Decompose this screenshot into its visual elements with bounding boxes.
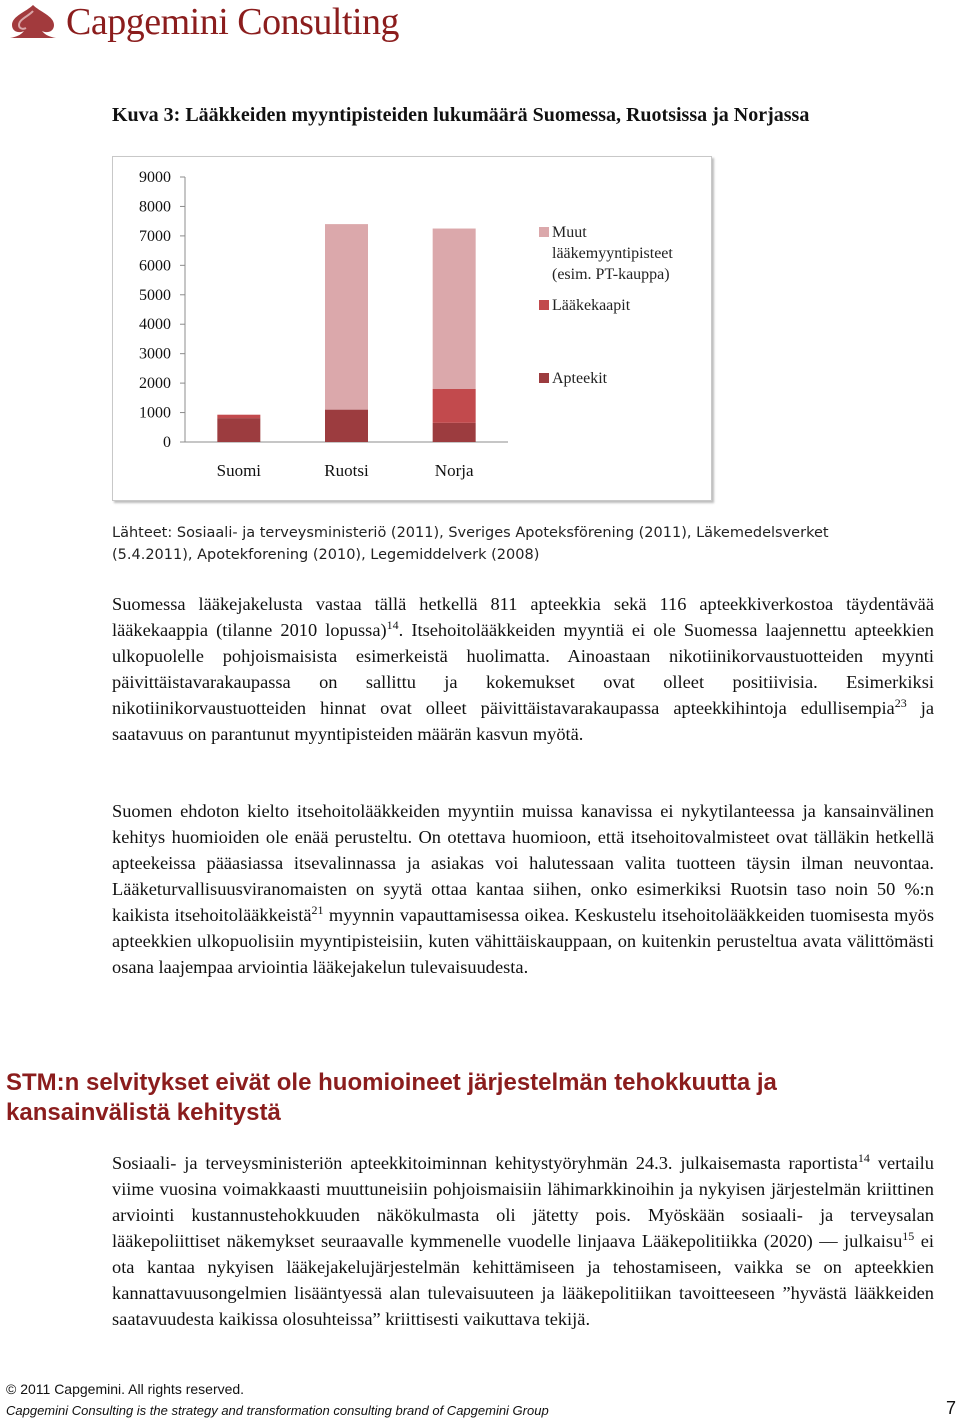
footnote-ref: 14: [386, 617, 399, 632]
y-tick-label: 0: [163, 434, 171, 451]
y-tick-label: 3000: [139, 345, 171, 363]
x-category-label: Suomi: [216, 461, 262, 480]
bar-segment-suomi: [217, 415, 260, 418]
x-category-label: Norja: [434, 461, 474, 480]
page-number: 7: [945, 1398, 956, 1418]
paragraph-2-text-a: Suomen ehdoton kielto itsehoitolääkkeiden myyntiin muissa kanavissa ei nykytilanteessa ja kansainvälinen kehitys huomioiden ole enää perusteltu. On otettava huomioon, että itsehoitovalmisteet ovat tälläkin hetkellä apteekeissa pääasiassa itsevalinnassa ja asiakas voi halutessaan valita tuotteen täysin ilman neuvontaa. Lääketurvallisuusviranomaisten on syytä ottaa kantaa siihen, onko esimerkiksi Ruotsin taso noin 50 %:n kaikista itsehoitolääkkeistä: [112, 801, 934, 925]
paragraph-1-text-c: ja saatavuus on parantunut myyntipisteiden määrän kasvun myötä.: [112, 698, 935, 744]
y-tick-label: 6000: [139, 257, 171, 275]
y-tick-label: 1000: [139, 404, 171, 422]
y-tick-label: 9000: [139, 169, 171, 186]
legend-label: lääkemyyntipisteet: [552, 245, 673, 262]
footer-tagline: Capgemini Consulting is the strategy and transformation consulting brand of Capgemini Group: [6, 1403, 549, 1418]
bar-segment-norja: [433, 389, 476, 423]
bar-segment-ruotsi: [325, 410, 368, 442]
legend-swatch: [539, 300, 549, 310]
paragraph-1-text-a: Suomessa lääkejakelusta vastaa tällä hetkellä 811 apteekkia sekä 116 apteekkiverkostoa täydentävää lääkekaappia (tilanne 2010 lopussa): [112, 594, 934, 640]
footer-copyright: © 2011 Capgemini. All rights reserved.: [6, 1381, 245, 1397]
y-tick-label: 4000: [139, 316, 171, 334]
section-heading: STM:n selvitykset eivät ole huomioineet järjestelmän tehokkuutta ja kansainvälistä kehitystä: [6, 1069, 777, 1126]
bar-segment-suomi: [217, 418, 260, 442]
bar-segment-norja: [433, 423, 476, 442]
figure-title: Kuva 3: Lääkkeiden myyntipisteiden lukumäärä Suomessa, Ruotsissa ja Norjassa: [112, 104, 810, 126]
source-note: Lähteet: Sosiaali- ja terveysministeriö (2011), Sveriges Apoteksförening (2011), Läkemedelsverket (5.4.2011), Apotekforening (2010), Legemiddelverk (2008): [112, 525, 829, 563]
footnote-ref: 23: [894, 695, 907, 710]
footnote-ref: 14: [857, 1150, 870, 1165]
spade-logo-icon: [4, 2, 62, 42]
y-tick-label: 2000: [139, 375, 171, 393]
y-tick-label: 7000: [139, 227, 171, 245]
footnote-ref: 15: [902, 1228, 915, 1243]
paragraph-1-text-b: . Itsehoitolääkkeiden myyntiä ei ole Suomessa laajennettu apteekkien ulkopuolelle pohjoismaisista esimerkeistä huolimatta. Ainoastaan nikotiinikorvaustuotteiden myynti päivittäistavarakaupassa on sallittu ja kokemukset ovat olleet positiivisia. Esimerkiksi nikotiinikorvaustuotteiden hinnat ovat olleet päivittäistavarakaupassa apteekkihintoja edullisempia: [112, 620, 934, 718]
bar-segment-ruotsi: [325, 224, 368, 410]
paragraph-2: [112, 798, 934, 980]
legend-label: Apteekit: [552, 370, 608, 387]
legend-swatch: [539, 227, 549, 237]
paragraph-3: [112, 1150, 934, 1332]
x-category-label: Ruotsi: [324, 461, 369, 480]
legend-label: Muut: [552, 224, 587, 241]
y-tick-label: 8000: [139, 198, 171, 216]
legend-swatch: [539, 373, 549, 383]
chart-container: [112, 156, 712, 501]
footnote-ref: 21: [311, 902, 324, 917]
paragraph-1: [112, 591, 934, 747]
paragraph-3-text-b: vertailu viime vuosina voimakkaasti muuttuneisiin pohjoismaisiin lähimarkkinoihin ja nykyisen järjestelmän kriittinen arviointi kustannustehokkuuden näkökulmasta oli jätetty pois. Myöskään sosiaali- ja terveysalan lääkepoliittiset näkemykset seuraavalle kymmenelle vuodelle linjaava Lääkepolitiikka (2020) — julkaisu: [112, 1153, 934, 1251]
paragraph-3-text-a: Sosiaali- ja terveysministeriön apteekkitoiminnan kehitystyöryhmän 24.3. julkaisemasta raportista: [112, 1153, 858, 1173]
stacked-bar-chart: [113, 157, 711, 500]
y-tick-label: 5000: [139, 286, 171, 304]
legend-label: (esim. PT-kauppa): [552, 266, 670, 283]
legend-label: Lääkekaapit: [552, 297, 631, 314]
bar-segment-norja: [433, 229, 476, 389]
brand-name: Capgemini Consulting: [66, 1, 400, 43]
paragraph-2-text-b: myynnin vapauttamisessa oikea. Keskustelu itsehoitolääkkeiden tuomisesta myös apteekkien ulkopuolisiin myyntipisteisiin, kuten vähittäiskauppaan, on kuitenkin perusteltua avata välittömästi osana laajempaa arviointia lääkejakelun tulevaisuudesta.: [112, 905, 934, 977]
brand-logo: [4, 2, 399, 42]
paragraph-3-text-c: ei ota kantaa nykyisen lääkejakelujärjestelmän kehittämiseen ja tehostamiseen, vaikka se on apteekkien kannattavuusongelmien lisääntyessä alan tulevaisuuteen ja lääkepolitiikan tavoitteeseen ”hyvästä lääkkeiden saatavuudesta kaikissa olosuhteissa” kriittisesti vaikuttava tekijä.: [112, 1231, 934, 1329]
